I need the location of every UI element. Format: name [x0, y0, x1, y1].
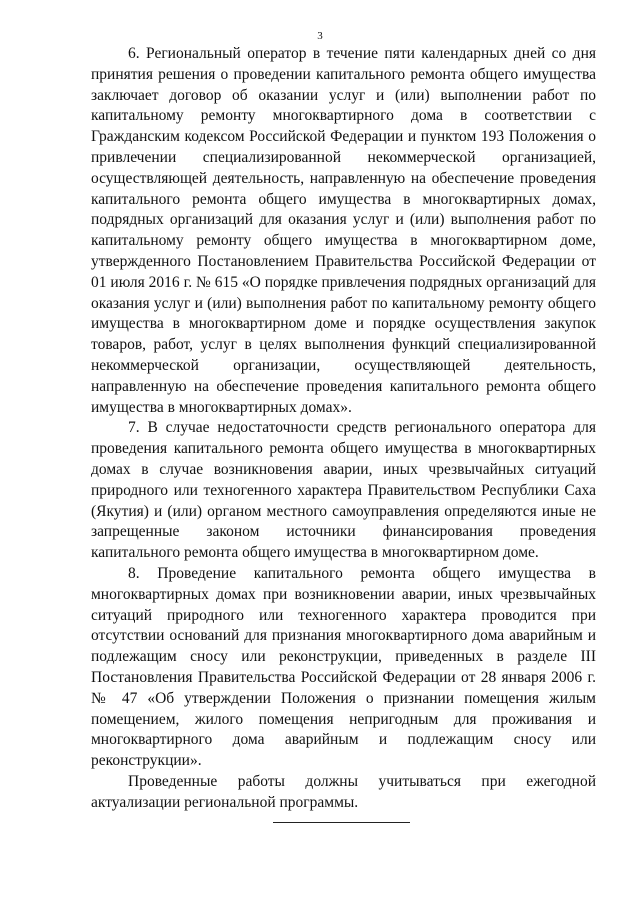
- paragraph-item-7: 7. В случае недостаточности средств регионального оператора для проведения капитального ремонта общего имущества в многоквартирных домах в случае возникновения аварии, иных чрезвычайных ситуаций природного или техногенного характера Правительством Республики Саха (Якутия) и (или) органом местного самоуправления определяются иные не запрещенные законом источники финансирования проведения капитального ремонта общего имущества в многоквартирном доме.: [91, 419, 596, 562]
- paragraph-item-6: 6. Региональный оператор в течение пяти календарных дней со дня принятия решения о проведении капитального ремонта общего имущества заключает договор об оказании услуг и (или) выполнении работ по капитальному ремонту многоквартирного дома в соответствии с Гражданским кодексом Российской Федерации и пунктом 193 Положения о привлечении специализированной некоммерческой организацией, осуществляющей деятельность, направленную на обеспечение проведения капитального ремонта общего имущества в многоквартирных домах, подрядных организаций для оказания услуг и (или) выполнения работ по капитальному ремонту общего имущества в многоквартирном доме, утвержденного Постановлением Правительства Российской Федерации от 01 июля 2016 г. № 615 «О порядке привлечения подрядных организаций для оказания услуг и (или) выполнения работ по капитальному ремонту общего имущества в многоквартирном доме и порядке осуществления закупок товаров, работ, услуг в целях выполнения функций специализированной некоммерческой организации, осуществляющей деятельность, направленную на обеспечение проведения капитального ремонта общего имущества в многоквартирных домах».: [91, 45, 596, 416]
- footer-divider: [273, 822, 410, 823]
- document-body: [91, 44, 596, 813]
- paragraph-closing: Проведенные работы должны учитываться при ежегодной актуализации региональной программы.: [91, 772, 596, 811]
- page-number: 3: [317, 30, 323, 42]
- paragraph-item-8: 8. Проведение капитального ремонта общего имущества в многоквартирных домах при возникновении аварии, иных чрезвычайных ситуаций природного или техногенного характера проводится при отсутствии оснований для признания многоквартирного дома аварийным и подлежащим сносу или реконструкции, приведенных в разделе III Постановления Правительства Российской Федерации от 28 января 2006 г. № 47 «Об утверждении Положения о признании помещения жилым помещением, жилого помещения непригодным для проживания и многоквартирного дома аварийным и подлежащим сносу или реконструкции».: [91, 564, 596, 770]
